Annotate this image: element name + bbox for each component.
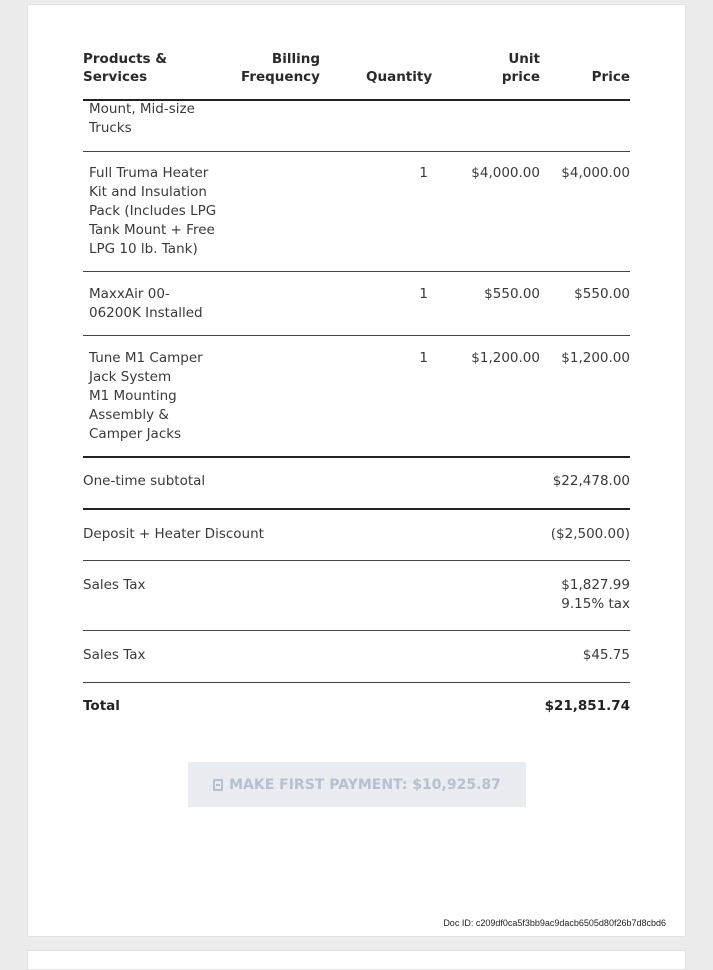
sales-tax-label: Sales Tax	[83, 647, 146, 663]
row-price: $550.00	[574, 286, 630, 302]
header-price: Price	[591, 69, 630, 85]
doc-id: Doc ID: c209df0ca5f3bb9ac9dacb6505d80f26b7d8cbd6	[443, 918, 666, 928]
subtotal-divider	[83, 508, 630, 510]
header-quantity: Quantity	[366, 69, 433, 85]
subtotal-value: $22,478.00	[552, 473, 630, 489]
sales-tax-rate: 9.15% tax	[561, 596, 630, 612]
invoice-page	[27, 4, 686, 937]
row-quantity: 1	[419, 165, 428, 181]
sales-tax-value: $45.75	[582, 647, 630, 663]
sales-tax-label: Sales Tax	[83, 577, 146, 593]
row-quantity: 1	[419, 350, 428, 366]
tax2-divider	[83, 682, 630, 683]
row-unit-price: $1,200.00	[471, 350, 540, 366]
row-price: $4,000.00	[561, 165, 630, 181]
header-unit-price: Unit price	[501, 51, 540, 85]
header-products: Products & Services	[83, 51, 168, 85]
discount-divider	[83, 560, 630, 561]
row-unit-price: $4,000.00	[471, 165, 540, 181]
subtotal-label: One-time subtotal	[83, 473, 206, 489]
row-product-name: MaxxAir 00- 06200K Installed	[89, 286, 203, 321]
row-product-name: Mount, Mid-size Trucks	[89, 101, 195, 136]
tax-divider	[83, 630, 630, 631]
make-payment-button[interactable]	[188, 762, 526, 807]
row-product-name: Tune M1 Camper Jack System M1 Mounting Assembly & Camper Jacks	[89, 350, 203, 442]
make-payment-label: MAKE FIRST PAYMENT: $10,925.87	[229, 776, 501, 793]
row-quantity: 1	[419, 286, 428, 302]
row-divider	[83, 271, 630, 272]
discount-value: ($2,500.00)	[550, 526, 630, 542]
next-page-edge	[27, 950, 686, 970]
sales-tax-value: $1,827.99	[561, 577, 630, 593]
header-billing: Billing Frequency	[240, 51, 320, 85]
row-product-name: Full Truma Heater Kit and Insulation Pack (Includes LPG Tank Mount + Free LPG 10 lb. Tank)	[89, 165, 217, 257]
row-price: $1,200.00	[561, 350, 630, 366]
discount-label: Deposit + Heater Discount	[83, 526, 264, 542]
items-end-divider	[83, 456, 630, 458]
total-label: Total	[83, 698, 120, 714]
row-divider	[83, 151, 630, 152]
card-icon	[213, 779, 223, 791]
row-divider	[83, 335, 630, 336]
row-unit-price: $550.00	[484, 286, 540, 302]
total-value: $21,851.74	[544, 698, 630, 714]
